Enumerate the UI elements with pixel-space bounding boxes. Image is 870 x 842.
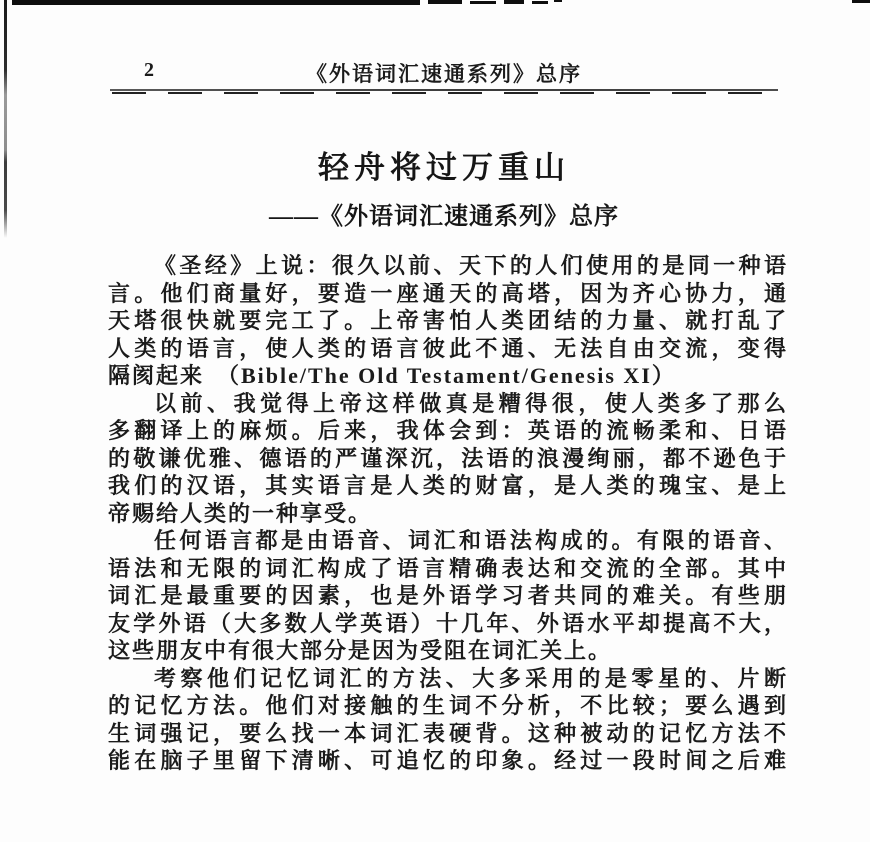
article-title: 轻舟将过万重山	[318, 150, 570, 185]
header-rule	[110, 89, 778, 91]
text-line: 考察他们记忆词汇的方法、大多采用的是零星的、片断	[154, 665, 788, 691]
text-line: 友学外语（大多数人学英语）十几年、外语水平却提高不大，	[108, 610, 788, 636]
scan-mark	[554, 0, 562, 2]
text-line: 的敬谦优雅、德语的严谨深沉，法语的浪漫绚丽，都不逊色于	[108, 445, 788, 471]
text-line: 帝赐给人类的一种享受。	[108, 500, 373, 526]
scan-mark	[852, 0, 870, 3]
text-line: 词汇是最重要的因素，也是外语学习者共同的难关。有些朋	[108, 583, 788, 608]
text-line: 以前、我觉得上帝这样做真是糟得很，使人类多了那么	[154, 390, 788, 416]
text-line: 天塔很快就要完工了。上帝害怕人类团结的力量、就打乱了	[108, 308, 788, 333]
text-line: 生词强记，要么找一本词汇表硬背。这种被动的记忆方法不	[108, 720, 788, 746]
scan-mark	[504, 0, 524, 4]
text-line: 我们的汉语，其实语言是人类的财富，是人类的瑰宝、是上	[108, 473, 788, 498]
text-line: 隔阂起来 （Bible/The Old Testament/Genesis XI）	[108, 363, 676, 388]
text-line: 能在脑子里留下清晰、可追忆的印象。经过一段时间之后难	[108, 748, 788, 773]
scan-mark	[428, 0, 462, 4]
text-line: 语法和无限的词汇构成了语言精确表达和交流的全部。其中	[108, 555, 788, 581]
scan-artifact-left-edge	[4, 0, 7, 238]
scan-mark	[532, 1, 548, 4]
text-line: 《圣经》上说：很久以前、天下的人们使用的是同一种语	[154, 253, 788, 278]
text-line: 言。他们商量好，要造一座通天的高塔，因为齐心协力，通	[108, 280, 788, 306]
text-line: 多翻译上的麻烦。后来，我体会到：英语的流畅柔和、日语	[108, 418, 788, 443]
scan-mark	[12, 0, 420, 5]
body-text	[108, 252, 788, 775]
running-header-title: 《外语词汇速通系列》总序	[306, 62, 582, 86]
article-subtitle: ——《外语词汇速通系列》总序	[269, 204, 619, 230]
scan-mark	[470, 1, 496, 4]
scan-artifact-top	[0, 0, 870, 8]
text-line: 任何语言都是由语音、词汇和语法构成的。有限的语音、	[154, 528, 788, 553]
page-number: 2	[144, 59, 155, 81]
text-line: 这些朋友中有很大部分是因为受阻在词汇关上。	[108, 638, 613, 663]
text-line: 的记忆方法。他们对接触的生词不分析，不比较；要么遇到	[108, 693, 788, 718]
text-line: 人类的语言，使人类的语言彼此不通、无法自由交流，变得	[108, 335, 788, 361]
